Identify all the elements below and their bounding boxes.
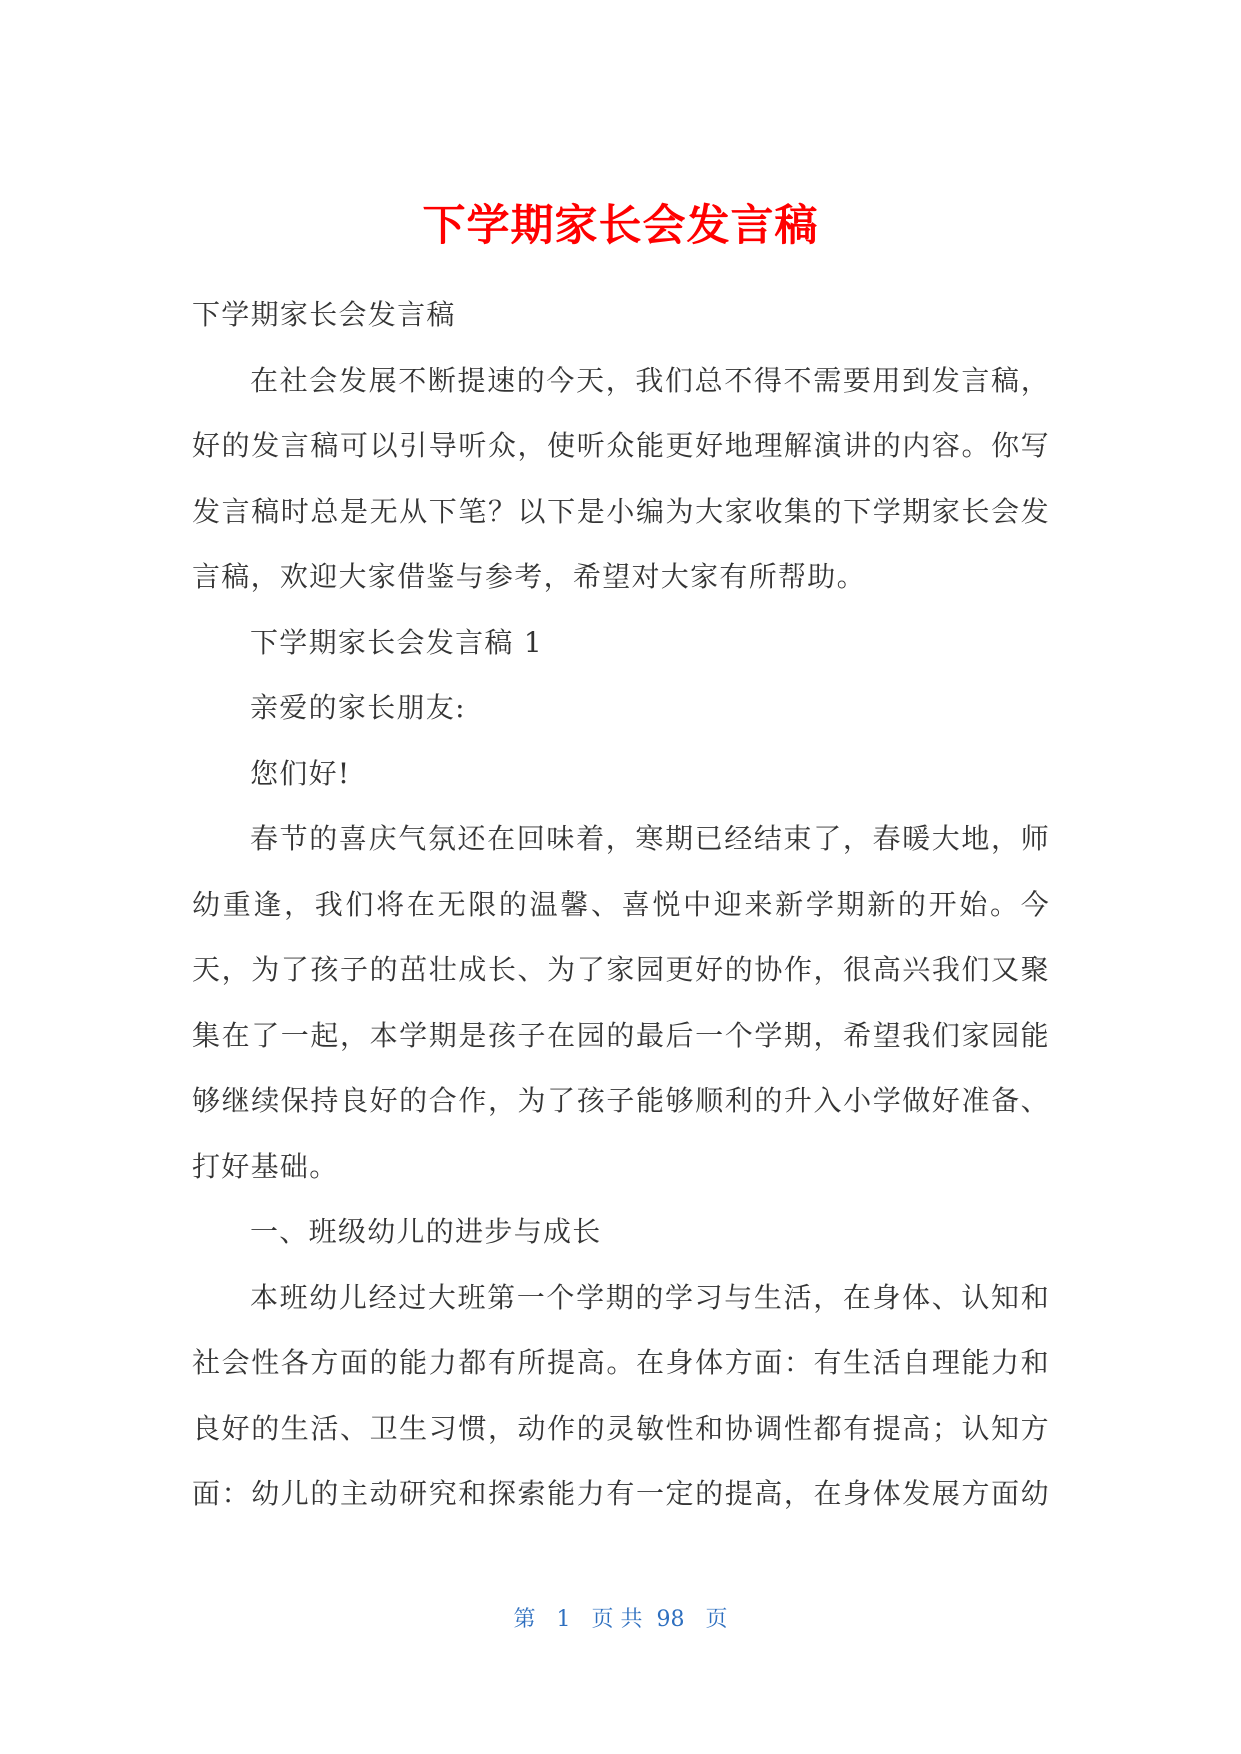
body-line: 够继续保持良好的合作，为了孩子能够顺利的升入小学做好准备、 xyxy=(192,1084,1050,1117)
page-number-footer: 第 1 页 共 98 页 xyxy=(513,1607,728,1632)
body-line: 本班幼儿经过大班第一个学期的学习与生活，在身体、认知和 xyxy=(250,1280,1050,1314)
body-line: 下学期家长会发言稿 1 xyxy=(250,625,544,659)
body-line: 亲爱的家长朋友: xyxy=(250,691,466,724)
body-line: 言稿，欢迎大家借鉴与参考，希望对大家有所帮助。 xyxy=(192,560,866,593)
body-line: 集在了一起，本学期是孩子在园的最后一个学期，希望我们家园能 xyxy=(192,1018,1050,1052)
body-line: 良好的生活、卫生习惯，动作的灵敏性和协调性都有提高；认知方 xyxy=(192,1411,1050,1445)
body-line: 天，为了孩子的茁壮成长、为了家园更好的协作，很高兴我们又聚 xyxy=(192,953,1050,986)
body-line: 春节的喜庆气氛还在回味着，寒期已经结束了，春暖大地，师 xyxy=(250,822,1050,855)
body-line: 下学期家长会发言稿 xyxy=(192,298,456,331)
body-line: 社会性各方面的能力都有所提高。在身体方面：有生活自理能力和 xyxy=(192,1346,1050,1379)
body-line: 您们好! xyxy=(250,756,351,790)
document-body xyxy=(192,282,1050,1527)
body-line: 好的发言稿可以引导听众，使听众能更好地理解演讲的内容。你写 xyxy=(192,429,1050,462)
body-line: 在社会发展不断提速的今天，我们总不得不需要用到发言稿， xyxy=(250,363,1050,397)
body-line: 幼重逢，我们将在无限的温馨、喜悦中迎来新学期新的开始。今 xyxy=(192,887,1050,921)
body-line: 面：幼儿的主动研究和探索能力有一定的提高，在身体发展方面幼 xyxy=(192,1477,1050,1510)
body-line: 打好基础。 xyxy=(192,1149,339,1183)
body-line: 一、班级幼儿的进步与成长 xyxy=(250,1215,602,1248)
document-title: 下学期家长会发言稿 xyxy=(422,201,819,251)
body-line: 发言稿时总是无从下笔？以下是小编为大家收集的下学期家长会发 xyxy=(192,494,1050,528)
